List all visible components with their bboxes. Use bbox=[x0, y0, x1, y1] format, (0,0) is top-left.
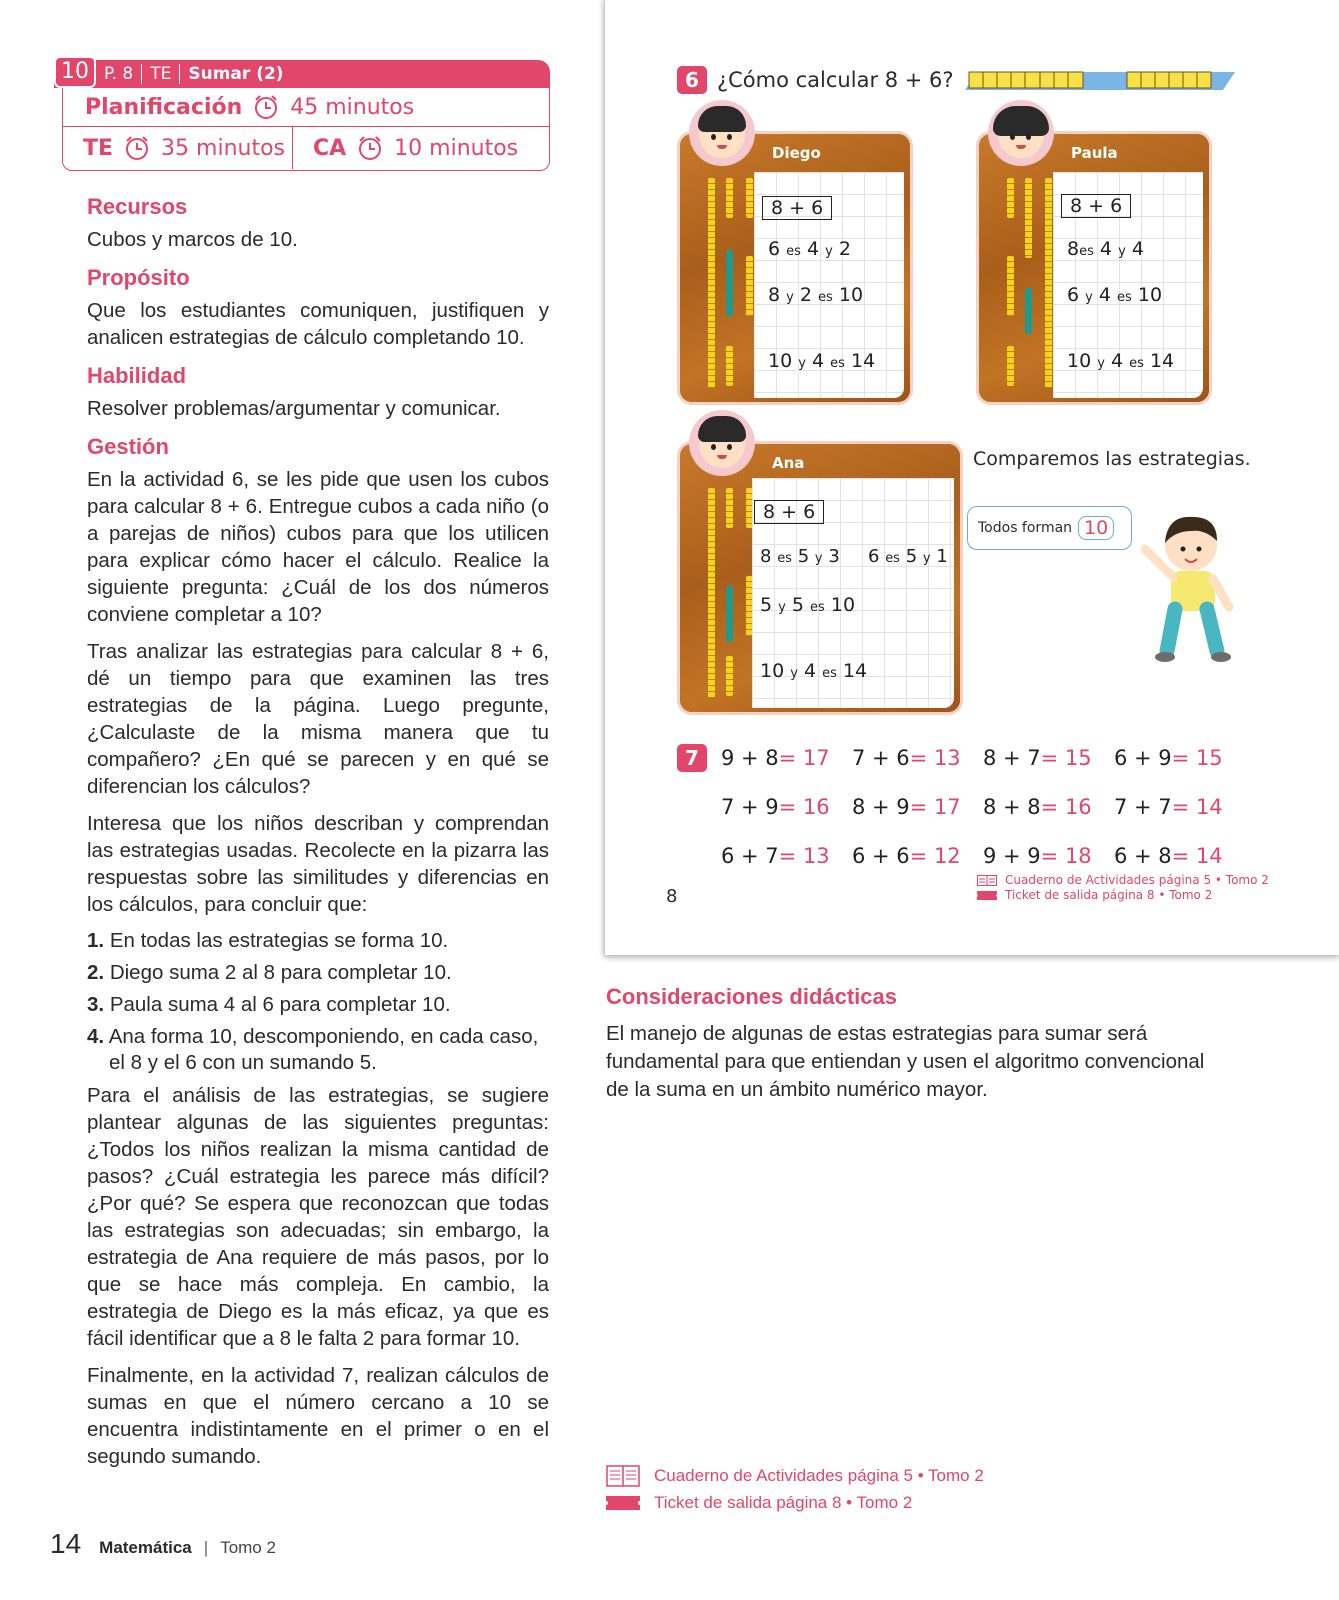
strategy-card-diego bbox=[680, 134, 910, 402]
equation: 8 + 8= 16 bbox=[983, 794, 1092, 819]
ana-avatar bbox=[689, 410, 755, 476]
alarm-clock-icon bbox=[123, 134, 151, 162]
planning-time: 45 minutos bbox=[290, 94, 415, 120]
lesson-title: Sumar (2) bbox=[188, 64, 284, 84]
cube-rods bbox=[702, 486, 758, 702]
gestion-paragraph: En la actividad 6, se les pide que usen los cubos para calcular 8 + 6. Entregue cubos a cada niño (o a parejas de niños) cubos para que los utilicen para explicar cómo hacer el cálculo. Realice la siguiente pregunta: ¿Cuál de los dos números conviene completar a 10? bbox=[87, 468, 549, 626]
lesson-header-bar bbox=[54, 60, 550, 88]
ca-time: 10 minutos bbox=[394, 135, 519, 161]
student-page-number: 8 bbox=[666, 886, 678, 907]
expression-box: 8 + 6 bbox=[1061, 194, 1131, 218]
book-icon bbox=[606, 1465, 640, 1487]
ca-label: CA bbox=[313, 135, 347, 161]
recursos-text: Cubos y marcos de 10. bbox=[87, 228, 298, 251]
list-item: 2. Diego suma 2 al 8 para completar 10. bbox=[87, 961, 452, 984]
considerations-text: El manejo de algunas de estas estrategias para sumar será fundamental para que entiendan y usen el algoritmo convencional de la suma en un ámbito numérico mayor. bbox=[606, 1022, 1205, 1101]
work-grid bbox=[754, 172, 904, 398]
boy-illustration bbox=[1135, 503, 1265, 668]
alarm-clock-icon bbox=[356, 134, 384, 162]
step-1: 8es 4 y 4 bbox=[1067, 238, 1144, 260]
paula-avatar bbox=[988, 100, 1054, 166]
equation-row bbox=[677, 782, 1245, 831]
activity-7 bbox=[677, 733, 1245, 880]
speech-bubble: Todos forman 10 bbox=[967, 506, 1132, 550]
equation: 8 + 9= 17 bbox=[852, 794, 961, 819]
equation: 6 + 6= 12 bbox=[852, 843, 961, 868]
lesson-number: 10 bbox=[54, 56, 96, 88]
lesson-header bbox=[54, 60, 550, 171]
equation: 9 + 8= 17 bbox=[721, 745, 830, 770]
diego-avatar bbox=[689, 100, 755, 166]
step-2: 8 y 2 es 10 bbox=[768, 284, 864, 306]
cube-rods bbox=[1001, 176, 1057, 392]
ticket-icon bbox=[977, 890, 997, 901]
page-ref: P. 8 bbox=[96, 64, 142, 84]
teacher-notes bbox=[87, 194, 549, 1482]
activity-number-badge: 7 bbox=[677, 744, 707, 772]
page-footer bbox=[50, 1528, 276, 1560]
equation-row bbox=[677, 733, 1245, 782]
step-1: 6 es 4 y 2 bbox=[768, 238, 851, 260]
page-number: 14 bbox=[50, 1528, 82, 1559]
equation: 6 + 8= 14 bbox=[1114, 843, 1223, 868]
step-3: 10 y 4 es 14 bbox=[768, 350, 876, 372]
expression-box: 8 + 6 bbox=[754, 500, 824, 524]
ticket-icon bbox=[606, 1494, 640, 1512]
student-name: Ana bbox=[772, 454, 805, 472]
footer-divider: | bbox=[203, 1538, 209, 1557]
step-2: 5 y 5 es 10 bbox=[760, 594, 856, 616]
step-3: 10 y 4 es 14 bbox=[1067, 350, 1175, 372]
cuaderno-ref: Cuaderno de Actividades página 5 • Tomo 2 bbox=[606, 1462, 984, 1489]
recursos-heading: Recursos bbox=[87, 194, 188, 219]
student-page-refs: Cuaderno de Actividades página 5 • Tomo 2 Ticket de salida página 8 • Tomo 2 bbox=[977, 873, 1269, 903]
habilidad-text: Resolver problemas/argumentar y comunicar. bbox=[87, 397, 501, 420]
te-label: TE bbox=[83, 135, 114, 161]
compare-heading: Comparemos las estrategias. bbox=[973, 448, 1251, 470]
step-1b: 6 es 5 y 1 bbox=[868, 546, 948, 567]
equation: 6 + 7= 13 bbox=[721, 843, 830, 868]
equation: 7 + 9= 16 bbox=[721, 794, 830, 819]
gestion-heading: Gestión bbox=[87, 434, 169, 459]
activity-6-question: ¿Cómo calcular 8 + 6? bbox=[717, 68, 954, 92]
resource-refs bbox=[606, 1462, 984, 1516]
lesson-times bbox=[62, 88, 550, 171]
step-2: 6 y 4 es 10 bbox=[1067, 284, 1163, 306]
book-icon bbox=[977, 875, 997, 886]
list-item: 3. Paula suma 4 al 6 para completar 10. bbox=[87, 993, 451, 1016]
expression-box: 8 + 6 bbox=[762, 196, 832, 220]
equation: 7 + 7= 14 bbox=[1114, 794, 1223, 819]
equation: 8 + 7= 15 bbox=[983, 745, 1092, 770]
student-page-thumbnail bbox=[604, 0, 1339, 955]
proposito-text: Que los estudiantes comuniquen, justifiquen y analicen estrategias de cálculo completando 10. bbox=[87, 299, 549, 349]
unit-cubes-illustration bbox=[945, 66, 1235, 96]
gestion-paragraph: Finalmente, en la actividad 7, realizan cálculos de sumas en que el número cercano a 10 se encuentra indistintamente en el primer o en el segundo sumando. bbox=[87, 1364, 549, 1468]
gestion-paragraph: Tras analizar las estrategias para calcular 8 + 6, dé un tiempo para que examinen las tres estrategias de la página. Luego pregunte, ¿Calculaste de la misma manera que tu compañero? ¿En qué se parecen y en qué se diferencian los cálculos? bbox=[87, 640, 549, 798]
volume-label: Tomo 2 bbox=[220, 1538, 276, 1557]
proposito-heading: Propósito bbox=[87, 265, 190, 290]
strategy-card-paula bbox=[979, 134, 1209, 402]
student-name: Diego bbox=[772, 144, 821, 162]
cube-rods bbox=[702, 176, 758, 392]
alarm-clock-icon bbox=[252, 93, 280, 121]
step-3: 10 y 4 es 14 bbox=[760, 660, 868, 682]
activity-number-badge: 6 bbox=[677, 66, 707, 94]
planning-label: Planificación bbox=[85, 94, 243, 120]
te-time: 35 minutos bbox=[161, 135, 286, 161]
equation: 7 + 6= 13 bbox=[852, 745, 961, 770]
conclusions-list bbox=[87, 928, 549, 1076]
bubble-number: 10 bbox=[1078, 516, 1114, 540]
gestion-paragraph: Interesa que los niños describan y comprendan las estrategias usadas. Recolecte en la pizarra las respuestas sobre las similitudes y diferencias en los cálculos, para concluir que: bbox=[87, 812, 549, 916]
list-item: 4. Ana forma 10, descomponiendo, en cada caso, el 8 y el 6 con un sumando 5. bbox=[87, 1025, 539, 1074]
activity-6-title bbox=[677, 66, 954, 94]
equation: 6 + 9= 15 bbox=[1114, 745, 1223, 770]
habilidad-heading: Habilidad bbox=[87, 363, 187, 388]
work-grid bbox=[1053, 172, 1203, 398]
list-item: 1. En todas las estrategias se forma 10. bbox=[87, 929, 449, 952]
te-ref: TE bbox=[142, 64, 180, 84]
considerations-heading: Consideraciones didácticas bbox=[606, 984, 897, 1009]
student-name: Paula bbox=[1071, 144, 1118, 162]
ticket-ref: Ticket de salida página 8 • Tomo 2 bbox=[606, 1489, 984, 1516]
strategy-card-ana bbox=[680, 444, 960, 712]
didactic-considerations bbox=[606, 984, 1226, 1104]
equation: 9 + 9= 18 bbox=[983, 843, 1092, 868]
subject-label: Matemática bbox=[99, 1538, 192, 1557]
work-grid bbox=[752, 478, 954, 708]
step-1: 8 es 5 y 3 bbox=[760, 546, 840, 567]
gestion-paragraph: Para el análisis de las estrategias, se sugiere plantear algunas de las siguientes preguntas: ¿Todos los niños realizan la misma cantidad de pasos? ¿Cuál estrategia les parece más difícil? ¿Por qué? Se espera que reconozcan que todas las estrategias son adecuadas; sin embargo, la estrategia de Ana requiere de más pasos, por lo que se hace más compleja. En cambio, la estrategia de Diego es la más eficaz, ya que es fácil identificar que a 8 le falta 2 para formar 10. bbox=[87, 1084, 549, 1350]
